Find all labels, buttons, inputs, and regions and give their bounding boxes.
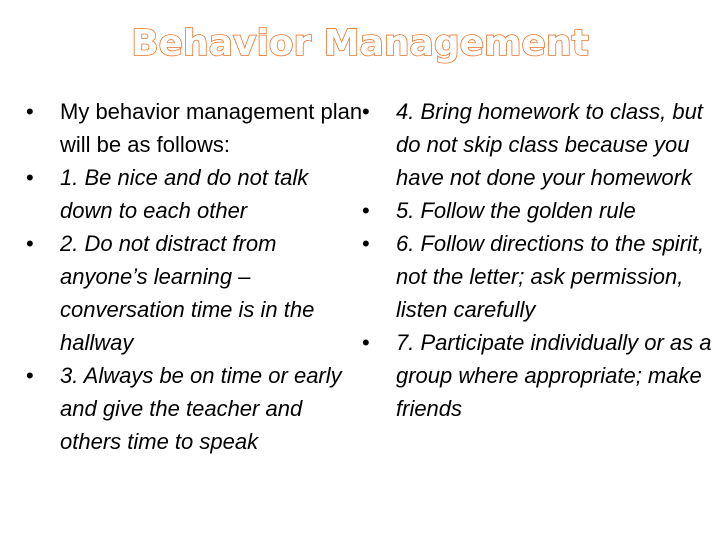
list-item [26, 161, 366, 227]
list-item-text: 1. Be nice and do not talk down to each other [60, 165, 309, 223]
list-item [26, 359, 366, 458]
left-bullet-list [26, 95, 366, 458]
list-item [362, 227, 712, 326]
list-item-text: 2. Do not distract from anyone’s learning – conversation time is in the hallway [60, 231, 315, 355]
bullet-icon: • [26, 231, 34, 256]
list-item-text: 7. Participate individually or as a group where appropriate; make friends [396, 330, 712, 421]
list-item [26, 227, 366, 359]
list-item-text: My behavior management plan will be as follows: [60, 99, 363, 157]
list-item [362, 194, 712, 227]
list-item-text: 3. Always be on time or early and give the teacher and others time to speak [60, 363, 342, 454]
bullet-icon: • [362, 198, 370, 223]
bullet-icon: • [362, 99, 370, 124]
slide-title: Behavior Management [131, 23, 589, 64]
list-item [362, 95, 712, 194]
bullet-icon: • [362, 330, 370, 355]
right-bullet-list [362, 95, 712, 425]
list-item-text: 4. Bring homework to class, but do not skip class because you have not done your homework [396, 99, 703, 190]
list-item-text: 5. Follow the golden rule [396, 198, 636, 223]
list-item [362, 326, 712, 425]
bullet-icon: • [26, 363, 34, 388]
list-item-text: 6. Follow directions to the spirit, not the letter; ask permission, listen carefully [396, 231, 705, 322]
list-item [26, 95, 366, 161]
bullet-icon: • [26, 99, 34, 124]
bullet-icon: • [362, 231, 370, 256]
bullet-icon: • [26, 165, 34, 190]
